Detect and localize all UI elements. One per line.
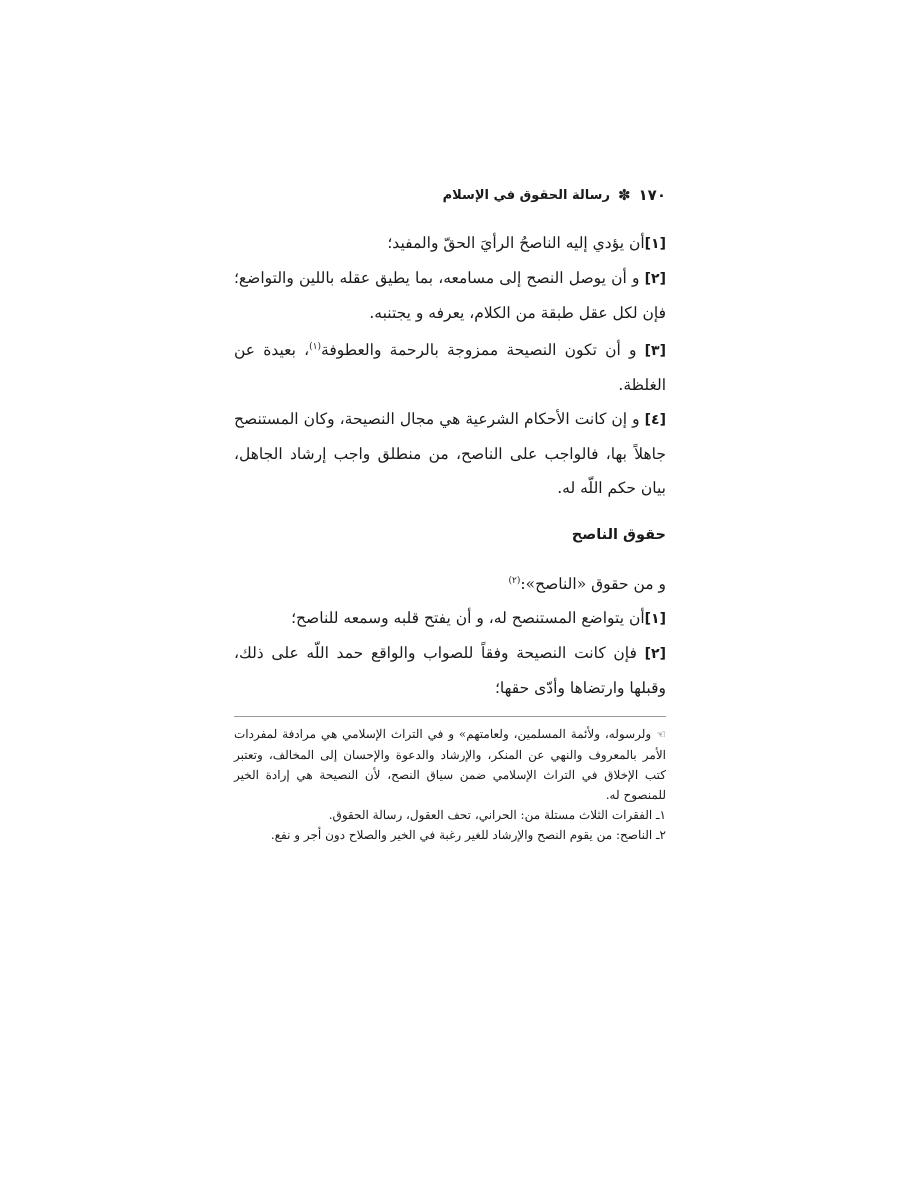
footnote-divider [234,716,666,717]
item-text: و أن تكون النصيحة ممزوجة بالرحمة والعطوفة [321,341,645,360]
item-number: [٢] [644,646,666,663]
page-number: ١٧٠ [638,186,666,204]
rights-of-advised-list [234,226,666,505]
flower-ornament-icon: ✽ [617,186,631,204]
rights-of-advisor-list [234,564,666,705]
item-number: [١] [644,236,666,252]
footnote-ref: (٢) [508,576,521,586]
list-item [234,330,666,402]
footnote-text: ولرسوله، ولأئمة المسلمين، ولعامتهم» و في التراث الإسلامي هي مرادفة لمفردات الأمر بالمعروف والنهي عن المنكر، والإرشاد والدعوة والإحسان إلى المخالف، وتعتبر كتب الإخلاق في التراث الإسلامي ضمن سياق النصح، لأن النصيحة هي إرادة الخير للمنصوح له. [234,727,666,802]
intro-text: و من حقوق «الناصح»: [520,575,666,594]
footnote: ٢ـ الناصح: من يقوم النصح والإرشاد للغير رغبة في الخير والصلاح دون أجر و نفع. [270,828,666,842]
list-item [234,226,666,261]
section-intro [234,564,666,601]
footnote-ref: (١) [309,342,322,352]
list-item [234,636,666,705]
footnote: ١ـ الفقرات الثلاث مستلة من: الحراني، تحف العقول، رسالة الحقوق. [328,808,666,822]
list-item [234,261,666,330]
item-text: أن يؤدي إليه الناصحُ الرأيَ الحقّ والمفيد؛ [387,234,645,252]
item-number: [١] [644,611,666,628]
item-number: [٣] [644,343,666,360]
item-text: أن يتواضع المستنصح له، و أن يفتح قلبه وسمعه للناصح؛ [291,609,645,628]
item-text: و إن كانت الأحكام الشرعية هي مجال النصيحة، وكان المستنصح جاهلاً بها، فالواجب على الناصح، من منطلق واجب إرشاد الجاهل، بيان حكم اللّه له. [234,410,666,498]
list-item [234,402,666,505]
item-number: [٤] [644,412,666,429]
item-number: [٢] [644,271,666,287]
running-header [234,184,666,206]
item-text-after: ، بعيدة عن الغلظة. [234,341,666,395]
list-item [234,601,666,636]
section-heading: حقوق الناصح [571,527,666,543]
item-text: فإن كانت النصيحة وفقاً للصواب والواقع حمد اللّه على ذلك، وقبلها وارتضاها وأدّى حقها؛ [234,644,666,698]
book-title: رسالة الحقوق في الإسلام [442,187,610,203]
pointing-hand-icon: ☜ [656,728,666,741]
footnote-continuation [234,724,666,805]
item-text: و أن يوصل النصح إلى مسامعه، بما يطيق عقله باللين والتواضع؛ فإن لكل عقل طبقة من الكلام، يعرفه و يجتنبه. [234,269,666,322]
footnotes [234,724,666,845]
